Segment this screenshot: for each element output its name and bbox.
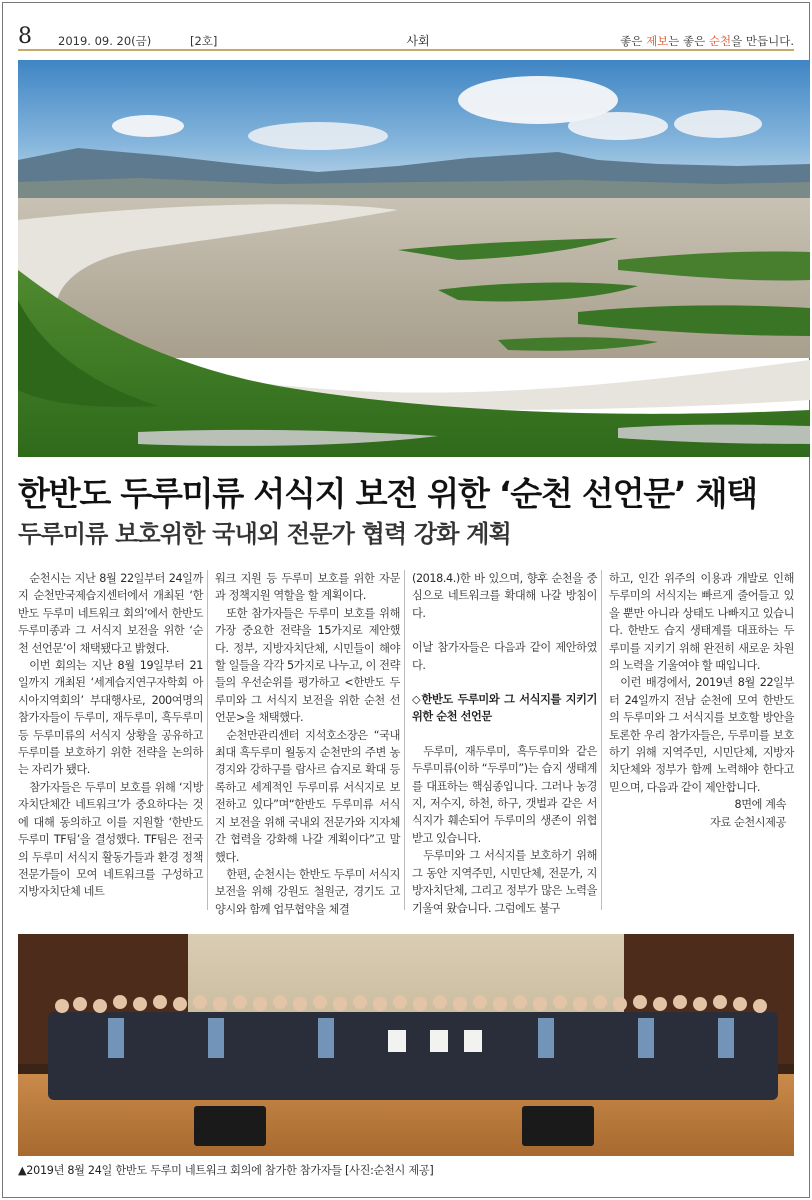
article-paragraph: 두루미와 그 서식지를 보호하기 위해 그 동안 지역주민, 시민단체, 전문가, 지방자치단체, 그리고 정부가 많은 노력을 기울여 왔습니다. 그럼에도 불구: [412, 849, 597, 915]
page-number: 8: [18, 24, 32, 49]
article-column-4: [609, 570, 794, 831]
article-body: [18, 570, 794, 920]
declaration-title: ◇한반도 두루미와 그 서식지를 지키기 위한 순천 선언문: [412, 693, 597, 724]
header-rule: [18, 49, 794, 51]
group-photo: [18, 934, 794, 1156]
article-column-2: [215, 570, 400, 918]
article-paragraph: 하고, 인간 위주의 이용과 개발로 인해 두루미의 서식지는 빠르게 줄어들고 있을 뿐만 아니라 상태도 나빠지고 있습니다. 한반도 습지 생태계를 대표하는 두루미를 지키기 위해 완전히 새로운 차원의 노력을 기울여야 할 때입니다.: [609, 572, 794, 673]
article-headline: 한반도 두루미류 서식지 보전 위한 ‘순천 선언문’ 채택: [18, 474, 757, 513]
article-paragraph: 한편, 순천시는 한반도 두루미 서식지 보전을 위해 강원도 철원군, 경기도 고양시와 함께 업무협약을 체결: [215, 867, 400, 916]
article-paragraph: 또한 참가자들은 두루미 보호를 위해 가장 중요한 전략을 15가지로 제안했다. 정부, 지방자치단체, 시민들이 해야 할 일들을 각각 5가지로 나누고, 이 전략들의 우선순위를 평가하고 <한반도 두루미와 그 서식지 보전을 위한 순천 선언문>을 채택했다.: [215, 606, 400, 725]
article-column-3: [412, 570, 597, 917]
article-paragraph: 참가자들은 두루미 보호를 위해 ‘지방자치단체간 네트워크’가 중요하다는 것에 대해 동의하고 이를 지원할 ‘한반도 두루미 TF팀’을 결성했다. TF팀은 전국의 두루미 서식지 활동가들과 환경 정책 전문가들이 모여 네트워크를 구성하고 지방자치단체 네트: [18, 780, 203, 899]
wetland-landscape-photo: [18, 60, 810, 457]
article-paragraph: 두루미, 재두루미, 흑두루미와 같은 두루미류(이하 “두루미”)는 습지 생태계를 대표하는 핵심종입니다. 그러나 농경지, 저수지, 하천, 하구, 갯벌과 같은 서식지가 훼손되어 두루미의 생존이 위협받고 있습니다.: [412, 744, 597, 845]
source-credit: 자료 순천시제공: [709, 815, 786, 829]
continued-note: 8면에 계속: [734, 798, 786, 812]
section-name: 사회: [406, 34, 430, 48]
article-paragraph: 이런 배경에서, 2019년 8월 22일부터 24일까지 전남 순천에 모여 한반도의 두루미와 그 서식지를 보호할 방안을 토론한 우리 참가자들은, 두루미를 보호하기 위해 지역주민, 시민단체, 지방자치단체와 정부가 함께 노력해야 한다고 믿으며, 다음과 같이 제안합니다.: [609, 676, 794, 794]
issue-date: 2019. 09. 20(금): [58, 34, 152, 48]
photo-caption: ▲2019년 8월 24일 한반도 두루미 네트워크 회의에 참가한 참가자들 [사진:순천시 제공]: [18, 1164, 434, 1177]
article-paragraph: 순천시는 지난 8월 22일부터 24일까지 순천만국제습지센터에서 개최된 ‘한반도 두루미 네트워크 회의’에서 한반도 두루미종과 그 서식지 보전을 위한 ‘순천 선언문’이 채택됐다고 밝혔다.: [18, 572, 203, 655]
issue-number: [2호]: [190, 34, 218, 48]
article-subheadline: 두루미류 보호위한 국내외 전문가 협력 강화 계획: [18, 519, 512, 548]
article-paragraph: 순천만관리센터 지석호소장은 “국내 최대 흑두루미 월동지 순천만의 주변 농경지와 강하구를 람사르 습지로 확대 등록하고 세계적인 두루미류 서식지로 보전하고 있다”며“한반도 두루미류 서식지 보전을 위해 국내외 전문가와 지자체간 협력을 강화해 나갈 계획이다”고 말했다.: [215, 728, 400, 864]
article-paragraph: 이날 참가자들은 다음과 같이 제안하였다.: [412, 641, 597, 672]
article-column-1: [18, 570, 203, 901]
article-paragraph: 이번 회의는 지난 8월 19일부터 21일까지 개최된 ‘세계습지연구자학회 아시아지역회의’ 부대행사로, 200여명의 참가자들이 두루미, 재두루미, 흑두루미 등 두루미류의 서식지 상황을 공유하고 두루미를 보호하기 위한 전략을 논의하는 자리가 됐다.: [18, 659, 203, 777]
article-paragraph: (2018.4.)한 바 있으며, 향후 순천을 중심으로 네트워크를 확대해 나갈 방침이다.: [412, 572, 597, 620]
slogan: 좋은 제보는 좋은 순천을 만듭니다.: [620, 34, 794, 48]
article-paragraph: 워크 지원 등 두루미 보호를 위한 자문과 정책지원 역할을 할 계획이다.: [215, 572, 400, 603]
